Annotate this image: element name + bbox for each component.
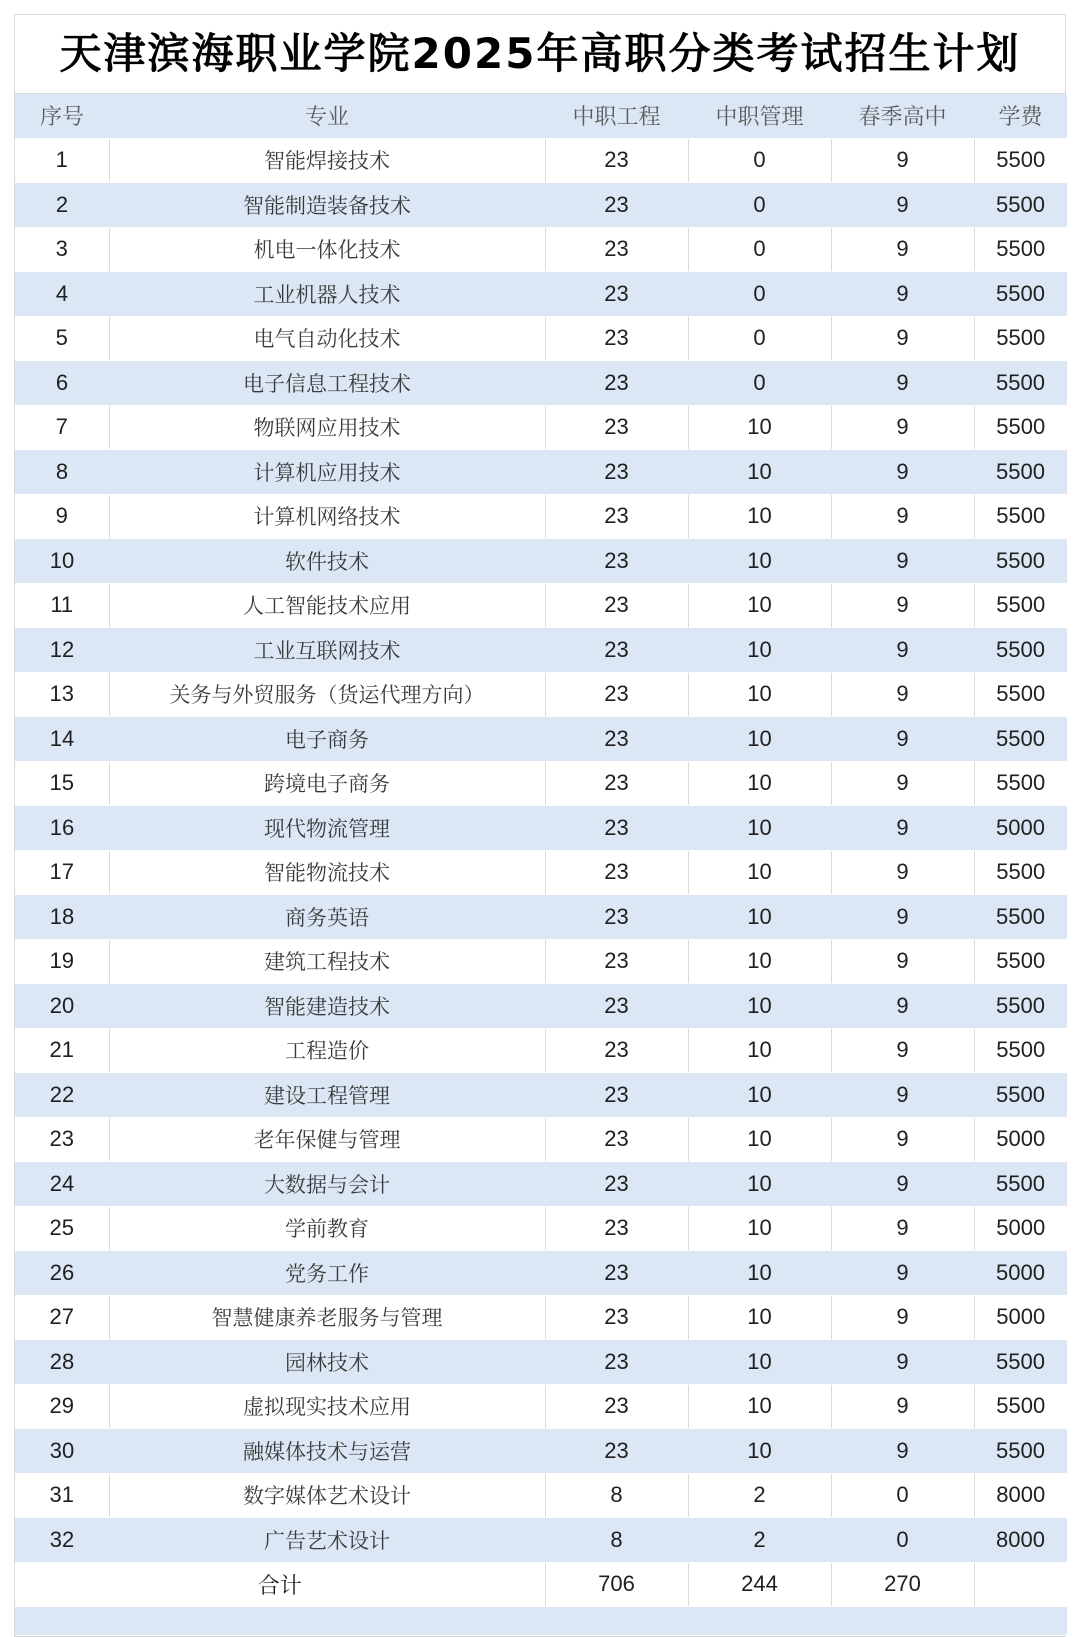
blank-cell [831, 1607, 974, 1636]
cell-zhongzhi-engineering: 23 [545, 850, 688, 895]
cell-no: 16 [15, 806, 109, 851]
cell-tuition: 5500 [974, 672, 1067, 717]
cell-tuition: 5500 [974, 895, 1067, 940]
cell-major: 智能制造装备技术 [109, 183, 545, 228]
cell-spring-highschool: 9 [831, 939, 974, 984]
cell-tuition: 8000 [974, 1518, 1067, 1563]
cell-zhongzhi-engineering: 23 [545, 761, 688, 806]
cell-no: 21 [15, 1028, 109, 1073]
total-zhongzhi-management: 244 [688, 1562, 831, 1607]
cell-no: 9 [15, 494, 109, 539]
cell-zhongzhi-engineering: 23 [545, 939, 688, 984]
cell-zhongzhi-engineering: 23 [545, 1340, 688, 1385]
cell-zhongzhi-management: 0 [688, 361, 831, 406]
table-row [15, 895, 1067, 940]
cell-tuition: 5500 [974, 494, 1067, 539]
enrollment-plan-sheet [14, 14, 1066, 1637]
cell-no: 19 [15, 939, 109, 984]
cell-spring-highschool: 9 [831, 984, 974, 1029]
cell-spring-highschool: 9 [831, 1028, 974, 1073]
cell-tuition: 5500 [974, 1384, 1067, 1429]
cell-zhongzhi-management: 0 [688, 183, 831, 228]
cell-no: 27 [15, 1295, 109, 1340]
cell-spring-highschool: 9 [831, 628, 974, 673]
cell-major: 广告艺术设计 [109, 1518, 545, 1563]
cell-tuition: 5500 [974, 984, 1067, 1029]
cell-no: 7 [15, 405, 109, 450]
cell-no: 6 [15, 361, 109, 406]
cell-no: 14 [15, 717, 109, 762]
cell-spring-highschool: 9 [831, 450, 974, 495]
table-row [15, 672, 1067, 717]
cell-tuition: 5500 [974, 539, 1067, 584]
table-row [15, 628, 1067, 673]
cell-zhongzhi-management: 2 [688, 1473, 831, 1518]
cell-zhongzhi-management: 10 [688, 1384, 831, 1429]
cell-tuition: 5500 [974, 272, 1067, 317]
cell-zhongzhi-engineering: 23 [545, 183, 688, 228]
cell-major: 计算机应用技术 [109, 450, 545, 495]
cell-tuition: 5500 [974, 183, 1067, 228]
cell-zhongzhi-engineering: 23 [545, 316, 688, 361]
table-row [15, 939, 1067, 984]
cell-tuition: 5500 [974, 450, 1067, 495]
cell-zhongzhi-engineering: 8 [545, 1518, 688, 1563]
table-row [15, 984, 1067, 1029]
cell-no: 26 [15, 1251, 109, 1296]
cell-spring-highschool: 9 [831, 316, 974, 361]
cell-major: 跨境电子商务 [109, 761, 545, 806]
cell-major: 智能建造技术 [109, 984, 545, 1029]
table-row [15, 1206, 1067, 1251]
cell-major: 电子信息工程技术 [109, 361, 545, 406]
cell-zhongzhi-engineering: 23 [545, 539, 688, 584]
cell-major: 党务工作 [109, 1251, 545, 1296]
cell-zhongzhi-engineering: 23 [545, 583, 688, 628]
blank-cell [545, 1607, 688, 1636]
cell-zhongzhi-management: 0 [688, 272, 831, 317]
cell-zhongzhi-engineering: 23 [545, 717, 688, 762]
table-row [15, 717, 1067, 762]
table-row [15, 761, 1067, 806]
cell-zhongzhi-management: 0 [688, 227, 831, 272]
table-row [15, 316, 1067, 361]
cell-no: 11 [15, 583, 109, 628]
cell-zhongzhi-engineering: 23 [545, 984, 688, 1029]
cell-spring-highschool: 9 [831, 1251, 974, 1296]
cell-zhongzhi-engineering: 23 [545, 806, 688, 851]
cell-no: 29 [15, 1384, 109, 1429]
blank-cell [15, 1607, 109, 1636]
cell-zhongzhi-engineering: 23 [545, 1251, 688, 1296]
cell-no: 20 [15, 984, 109, 1029]
cell-tuition: 5500 [974, 628, 1067, 673]
blank-cell [688, 1607, 831, 1636]
cell-zhongzhi-engineering: 23 [545, 628, 688, 673]
cell-major: 虚拟现实技术应用 [109, 1384, 545, 1429]
cell-major: 计算机网络技术 [109, 494, 545, 539]
cell-zhongzhi-engineering: 8 [545, 1473, 688, 1518]
cell-tuition: 5500 [974, 1028, 1067, 1073]
cell-zhongzhi-management: 10 [688, 1206, 831, 1251]
cell-spring-highschool: 9 [831, 1206, 974, 1251]
cell-spring-highschool: 9 [831, 850, 974, 895]
cell-tuition: 5500 [974, 939, 1067, 984]
table-header [15, 94, 1067, 138]
table-row [15, 1340, 1067, 1385]
cell-major: 建设工程管理 [109, 1073, 545, 1118]
enrollment-table [15, 94, 1067, 1636]
cell-zhongzhi-management: 10 [688, 628, 831, 673]
cell-zhongzhi-management: 10 [688, 984, 831, 1029]
page-title: 天津滨海职业学院2025年高职分类考试招生计划 [15, 15, 1065, 94]
cell-tuition: 5500 [974, 1073, 1067, 1118]
cell-tuition: 5500 [974, 850, 1067, 895]
blank-cell [109, 1607, 545, 1636]
cell-no: 15 [15, 761, 109, 806]
table-row [15, 583, 1067, 628]
cell-tuition: 5500 [974, 583, 1067, 628]
cell-zhongzhi-management: 10 [688, 761, 831, 806]
cell-zhongzhi-engineering: 23 [545, 1384, 688, 1429]
cell-zhongzhi-engineering: 23 [545, 1429, 688, 1474]
cell-no: 12 [15, 628, 109, 673]
cell-spring-highschool: 9 [831, 405, 974, 450]
cell-major: 建筑工程技术 [109, 939, 545, 984]
cell-tuition: 5500 [974, 316, 1067, 361]
total-zhongzhi-engineering: 706 [545, 1562, 688, 1607]
cell-major: 智能焊接技术 [109, 138, 545, 183]
cell-spring-highschool: 9 [831, 1429, 974, 1474]
cell-spring-highschool: 9 [831, 272, 974, 317]
cell-tuition: 5000 [974, 806, 1067, 851]
cell-tuition: 5500 [974, 405, 1067, 450]
cell-no: 5 [15, 316, 109, 361]
cell-zhongzhi-management: 10 [688, 939, 831, 984]
cell-zhongzhi-engineering: 23 [545, 494, 688, 539]
cell-major: 物联网应用技术 [109, 405, 545, 450]
cell-no: 24 [15, 1162, 109, 1207]
cell-zhongzhi-management: 10 [688, 450, 831, 495]
total-tuition-empty [974, 1562, 1067, 1607]
cell-zhongzhi-management: 10 [688, 806, 831, 851]
cell-zhongzhi-management: 10 [688, 1295, 831, 1340]
cell-zhongzhi-engineering: 23 [545, 1028, 688, 1073]
cell-spring-highschool: 9 [831, 227, 974, 272]
cell-spring-highschool: 9 [831, 1073, 974, 1118]
cell-zhongzhi-management: 0 [688, 316, 831, 361]
cell-tuition: 5500 [974, 717, 1067, 762]
header-spring-highschool: 春季高中 [831, 94, 974, 138]
cell-no: 13 [15, 672, 109, 717]
total-spring-highschool: 270 [831, 1562, 974, 1607]
table-row [15, 183, 1067, 228]
cell-no: 31 [15, 1473, 109, 1518]
cell-no: 25 [15, 1206, 109, 1251]
cell-major: 学前教育 [109, 1206, 545, 1251]
cell-zhongzhi-engineering: 23 [545, 672, 688, 717]
cell-zhongzhi-management: 0 [688, 138, 831, 183]
cell-zhongzhi-management: 10 [688, 1429, 831, 1474]
table-row [15, 850, 1067, 895]
cell-no: 10 [15, 539, 109, 584]
cell-spring-highschool: 0 [831, 1473, 974, 1518]
cell-spring-highschool: 9 [831, 895, 974, 940]
cell-zhongzhi-management: 10 [688, 850, 831, 895]
table-row [15, 1162, 1067, 1207]
cell-tuition: 5500 [974, 761, 1067, 806]
table-row [15, 405, 1067, 450]
cell-zhongzhi-management: 10 [688, 405, 831, 450]
cell-major: 电子商务 [109, 717, 545, 762]
cell-zhongzhi-engineering: 23 [545, 1206, 688, 1251]
cell-no: 23 [15, 1117, 109, 1162]
table-row [15, 1251, 1067, 1296]
cell-spring-highschool: 9 [831, 1117, 974, 1162]
cell-no: 17 [15, 850, 109, 895]
cell-zhongzhi-management: 10 [688, 1028, 831, 1073]
cell-major: 商务英语 [109, 895, 545, 940]
cell-no: 3 [15, 227, 109, 272]
table-row [15, 1429, 1067, 1474]
cell-tuition: 5500 [974, 227, 1067, 272]
table-row [15, 1518, 1067, 1563]
table-row [15, 227, 1067, 272]
cell-no: 22 [15, 1073, 109, 1118]
cell-tuition: 8000 [974, 1473, 1067, 1518]
table-row [15, 138, 1067, 183]
cell-zhongzhi-engineering: 23 [545, 361, 688, 406]
cell-major: 老年保健与管理 [109, 1117, 545, 1162]
cell-spring-highschool: 9 [831, 138, 974, 183]
cell-spring-highschool: 9 [831, 1162, 974, 1207]
cell-spring-highschool: 9 [831, 539, 974, 584]
cell-spring-highschool: 9 [831, 1295, 974, 1340]
cell-no: 1 [15, 138, 109, 183]
cell-zhongzhi-engineering: 23 [545, 1073, 688, 1118]
blank-row [15, 1607, 1067, 1636]
cell-zhongzhi-engineering: 23 [545, 272, 688, 317]
blank-cell [974, 1607, 1067, 1636]
cell-spring-highschool: 9 [831, 583, 974, 628]
cell-zhongzhi-management: 10 [688, 1251, 831, 1296]
total-label: 合计 [15, 1562, 545, 1607]
header-tuition: 学费 [974, 94, 1067, 138]
cell-no: 2 [15, 183, 109, 228]
cell-tuition: 5000 [974, 1117, 1067, 1162]
table-row [15, 1073, 1067, 1118]
cell-zhongzhi-management: 10 [688, 1073, 831, 1118]
cell-tuition: 5500 [974, 361, 1067, 406]
cell-tuition: 5500 [974, 1340, 1067, 1385]
cell-major: 人工智能技术应用 [109, 583, 545, 628]
cell-spring-highschool: 9 [831, 761, 974, 806]
cell-zhongzhi-management: 10 [688, 1162, 831, 1207]
table-row [15, 1028, 1067, 1073]
table-row [15, 806, 1067, 851]
table-row [15, 1473, 1067, 1518]
cell-zhongzhi-management: 2 [688, 1518, 831, 1563]
cell-zhongzhi-engineering: 23 [545, 1117, 688, 1162]
cell-zhongzhi-management: 10 [688, 494, 831, 539]
cell-major: 工业互联网技术 [109, 628, 545, 673]
cell-major: 现代物流管理 [109, 806, 545, 851]
cell-zhongzhi-engineering: 23 [545, 227, 688, 272]
cell-zhongzhi-engineering: 23 [545, 405, 688, 450]
cell-zhongzhi-engineering: 23 [545, 138, 688, 183]
cell-zhongzhi-engineering: 23 [545, 1295, 688, 1340]
cell-major: 电气自动化技术 [109, 316, 545, 361]
cell-spring-highschool: 9 [831, 806, 974, 851]
cell-major: 关务与外贸服务（货运代理方向） [109, 672, 545, 717]
table-row [15, 494, 1067, 539]
header-major: 专业 [109, 94, 545, 138]
cell-zhongzhi-management: 10 [688, 539, 831, 584]
cell-major: 智能物流技术 [109, 850, 545, 895]
cell-tuition: 5000 [974, 1295, 1067, 1340]
table-body [15, 138, 1067, 1636]
header-row [15, 94, 1067, 138]
cell-major: 软件技术 [109, 539, 545, 584]
table-row [15, 450, 1067, 495]
cell-spring-highschool: 9 [831, 1384, 974, 1429]
table-row [15, 272, 1067, 317]
cell-spring-highschool: 9 [831, 361, 974, 406]
cell-zhongzhi-engineering: 23 [545, 895, 688, 940]
cell-zhongzhi-management: 10 [688, 1117, 831, 1162]
table-row [15, 539, 1067, 584]
cell-spring-highschool: 9 [831, 717, 974, 762]
cell-major: 工程造价 [109, 1028, 545, 1073]
cell-tuition: 5500 [974, 138, 1067, 183]
total-row [15, 1562, 1067, 1607]
cell-zhongzhi-management: 10 [688, 672, 831, 717]
cell-major: 融媒体技术与运营 [109, 1429, 545, 1474]
cell-zhongzhi-engineering: 23 [545, 1162, 688, 1207]
header-zhongzhi-management: 中职管理 [688, 94, 831, 138]
cell-tuition: 5500 [974, 1162, 1067, 1207]
cell-no: 30 [15, 1429, 109, 1474]
cell-no: 4 [15, 272, 109, 317]
table-row [15, 1295, 1067, 1340]
cell-major: 园林技术 [109, 1340, 545, 1385]
cell-zhongzhi-management: 10 [688, 1340, 831, 1385]
cell-zhongzhi-management: 10 [688, 895, 831, 940]
cell-spring-highschool: 9 [831, 183, 974, 228]
cell-spring-highschool: 9 [831, 672, 974, 717]
table-row [15, 1117, 1067, 1162]
table-row [15, 361, 1067, 406]
cell-major: 智慧健康养老服务与管理 [109, 1295, 545, 1340]
header-zhongzhi-engineering: 中职工程 [545, 94, 688, 138]
cell-tuition: 5000 [974, 1251, 1067, 1296]
cell-no: 8 [15, 450, 109, 495]
cell-no: 28 [15, 1340, 109, 1385]
cell-zhongzhi-engineering: 23 [545, 450, 688, 495]
table-row [15, 1384, 1067, 1429]
cell-no: 18 [15, 895, 109, 940]
cell-major: 数字媒体艺术设计 [109, 1473, 545, 1518]
cell-spring-highschool: 0 [831, 1518, 974, 1563]
header-no: 序号 [15, 94, 109, 138]
cell-no: 32 [15, 1518, 109, 1563]
cell-major: 大数据与会计 [109, 1162, 545, 1207]
cell-zhongzhi-management: 10 [688, 717, 831, 762]
cell-major: 工业机器人技术 [109, 272, 545, 317]
cell-major: 机电一体化技术 [109, 227, 545, 272]
cell-zhongzhi-management: 10 [688, 583, 831, 628]
cell-spring-highschool: 9 [831, 1340, 974, 1385]
cell-tuition: 5000 [974, 1206, 1067, 1251]
cell-tuition: 5500 [974, 1429, 1067, 1474]
cell-spring-highschool: 9 [831, 494, 974, 539]
